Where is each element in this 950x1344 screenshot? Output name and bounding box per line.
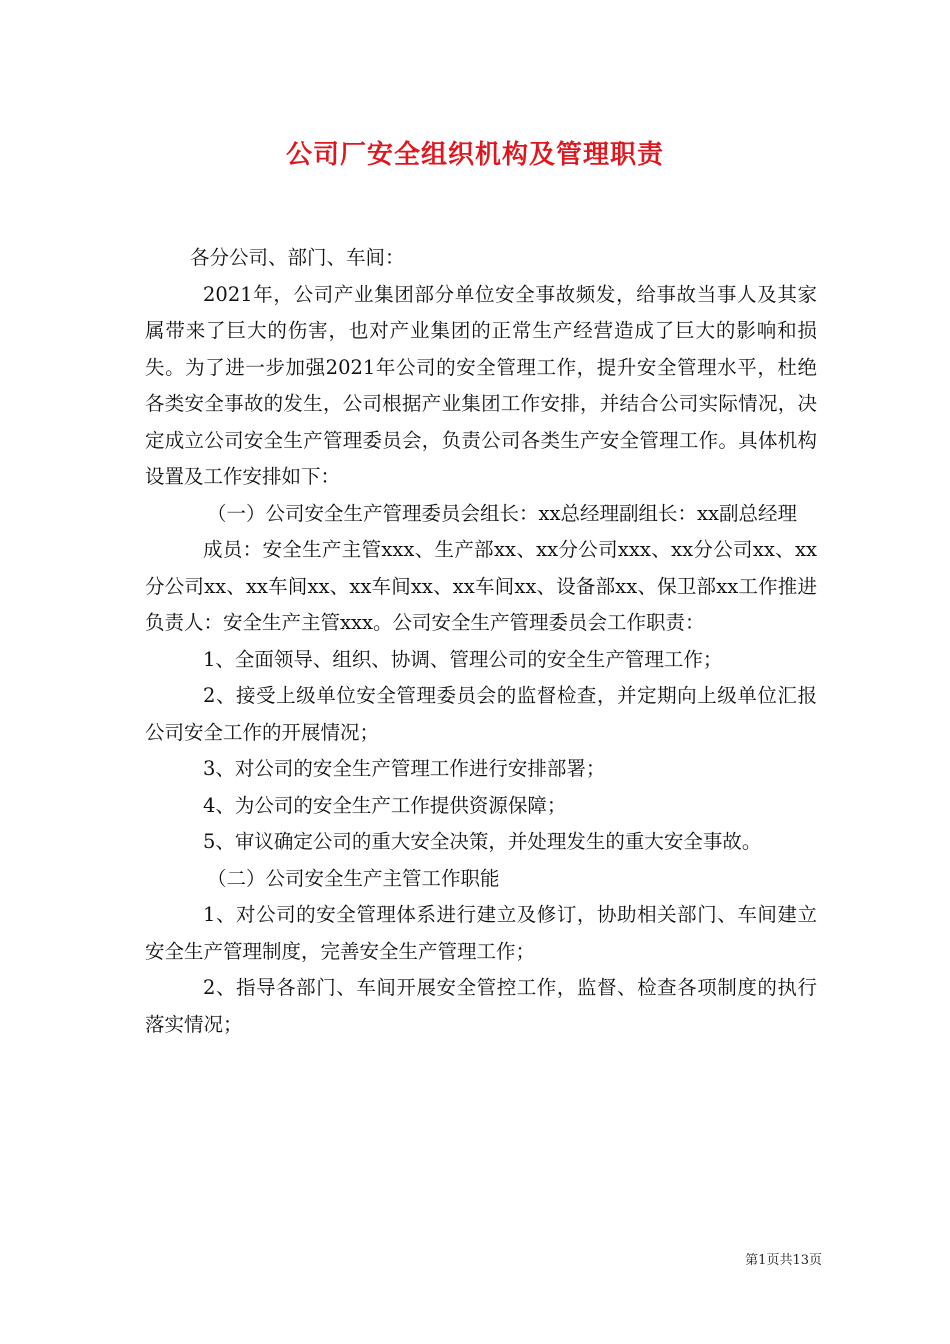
members-paragraph: 成员：安全生产主管xxx、生产部xx、xx分公司xxx、xx分公司xx、xx分公司xx、xx车间xx、xx车间xx、xx车间xx、设备部xx、保卫部xx工作推进负责人：安全生产主管xxx。公司安全生产管理委员会工作职责：: [145, 538, 817, 634]
section-1-heading: （一）公司安全生产管理委员会组长：xx总经理副组长：xx副总经理: [207, 501, 797, 525]
duty-item-2: 2、接受上级单位安全管理委员会的监督检查，并定期向上级单位汇报公司安全工作的开展情况；: [145, 684, 817, 744]
function-item-1: 1、对公司的安全管理体系进行建立及修订，协助相关部门、车间建立安全生产管理制度，完善安全生产管理工作；: [145, 903, 817, 963]
section-2-heading: （二）公司安全生产主管工作职能: [207, 866, 500, 890]
duty-item-3: 3、对公司的安全生产管理工作进行安排部署；: [203, 757, 606, 780]
duty-item-1: 1、全面领导、组织、协调、管理公司的安全生产管理工作；: [203, 647, 723, 671]
duty-item-4: 4、为公司的安全生产工作提供资源保障；: [203, 793, 567, 817]
document-body: [145, 240, 817, 1043]
intro-paragraph: 2021年，公司产业集团部分单位安全事故频发，给事故当事人及其家属带来了巨大的伤害，也对产业集团的正常生产经营造成了巨大的影响和损失。为了进一步加强2021年公司的安全管理工作，提升安全管理水平，杜绝各类安全事故的发生，公司根据产业集团工作安排，并结合公司实际情况，决定成立公司安全生产管理委员会，负责公司各类生产安全管理工作。具体机构设置及工作安排如下：: [145, 282, 817, 488]
function-item-2: 2、指导各部门、车间开展安全管控工作，监督、检查各项制度的执行落实情况；: [145, 976, 817, 1036]
duty-item-5: 5、审议确定公司的重大安全决策，并处理发生的重大安全事故。: [203, 830, 762, 853]
salutation: 各分公司、部门、车间：: [190, 246, 405, 269]
page-number: 第1页共13页: [745, 1253, 822, 1268]
page-title: 公司厂安全组织机构及管理职责: [285, 140, 664, 170]
